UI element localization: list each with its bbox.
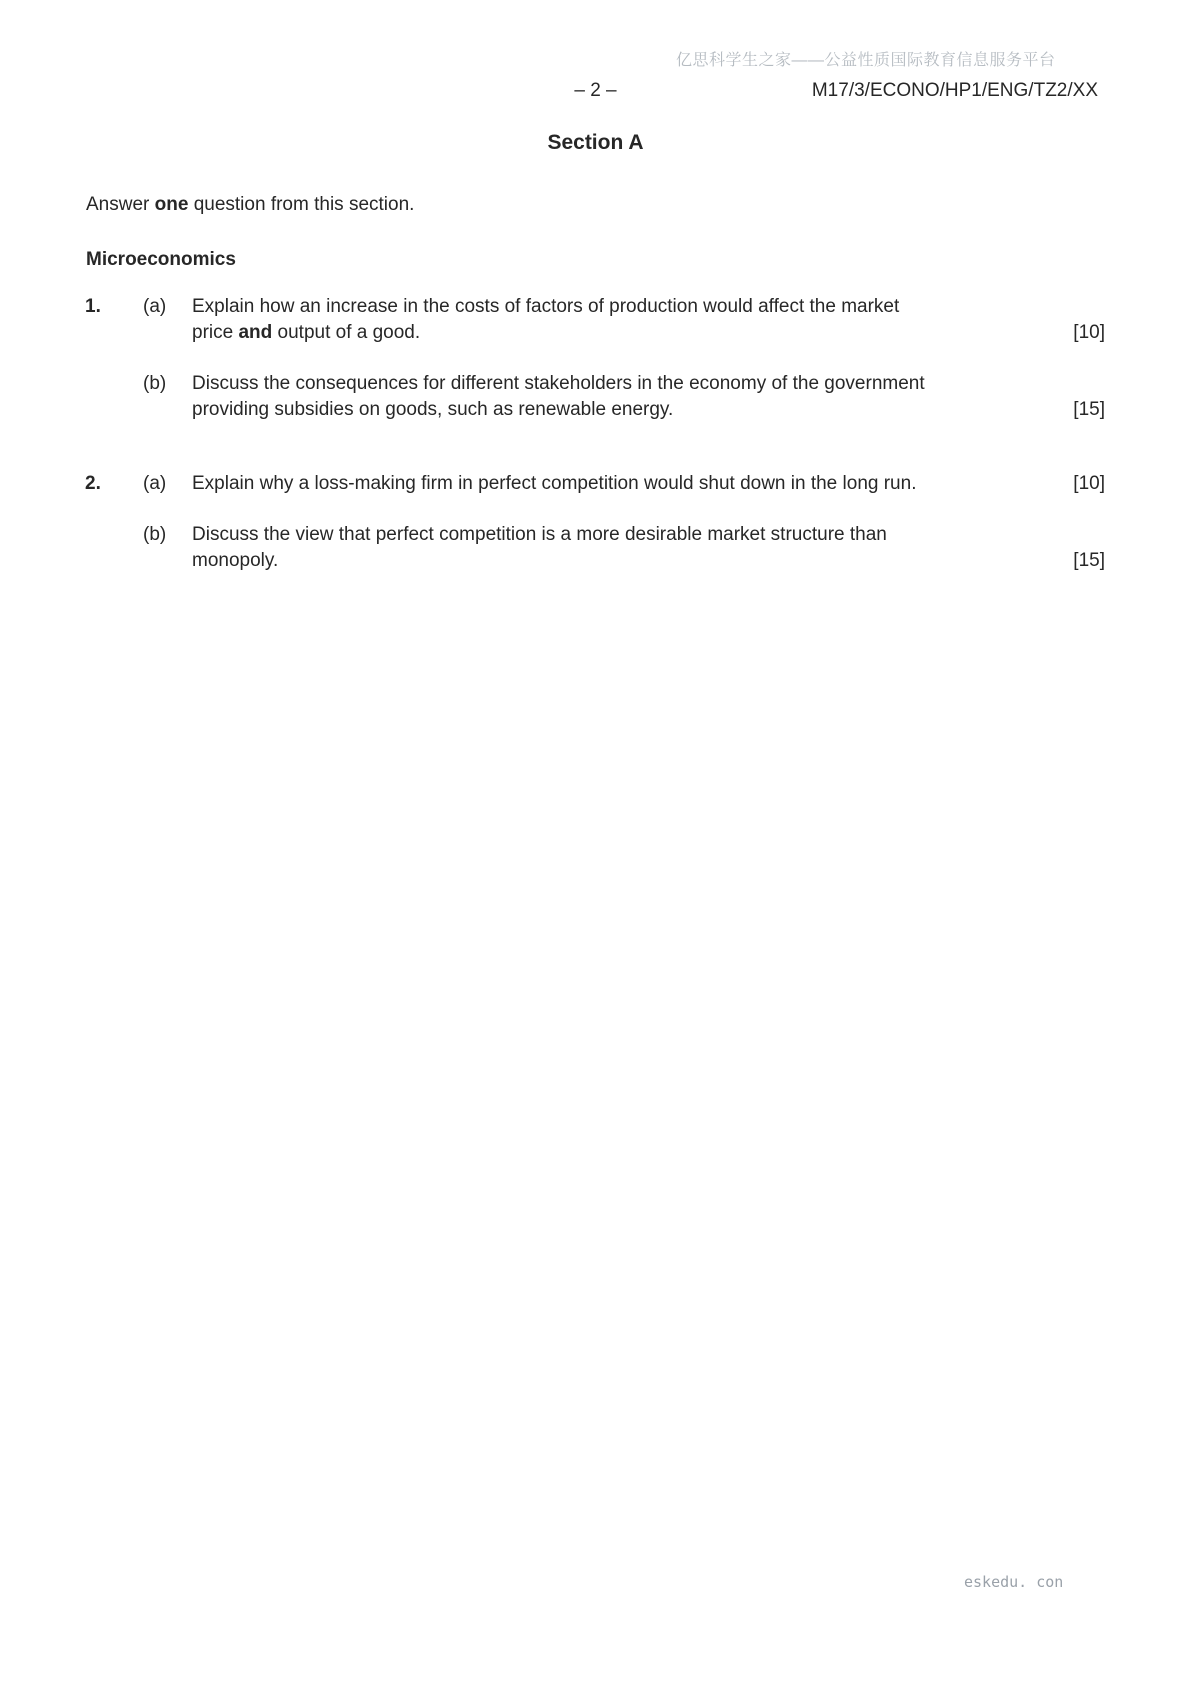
- top-watermark: 亿思科学生之家——公益性质国际教育信息服务平台: [676, 52, 1056, 69]
- question-2a-letter: (a): [143, 473, 167, 494]
- question-1a-letter: (a): [143, 296, 167, 317]
- question-2b-row: [85, 522, 1105, 574]
- topic-heading: Microeconomics: [86, 249, 236, 270]
- section-title: Section A: [547, 131, 644, 154]
- page-number: – 2 –: [574, 80, 617, 101]
- question-2b-marks: [15]: [1073, 550, 1105, 571]
- question-1a-marks: [10]: [1073, 322, 1105, 343]
- question-1b-letter: (b): [143, 373, 167, 394]
- question-1a-row: [85, 294, 1105, 346]
- question-2b-letter: (b): [143, 524, 167, 545]
- bottom-watermark: eskedu. con: [964, 1573, 1064, 1591]
- question-1-number: 1.: [85, 296, 101, 317]
- question-2a-row: [85, 471, 1105, 497]
- question-2a-marks: [10]: [1073, 473, 1105, 494]
- paper-code: M17/3/ECONO/HP1/ENG/TZ2/XX: [811, 80, 1098, 101]
- question-2b-text: Discuss the view that perfect competition is a more desirable market structure than monopoly.: [192, 524, 887, 571]
- question-1b-row: [85, 371, 1105, 423]
- question-1b-marks: [15]: [1073, 399, 1105, 420]
- question-1b-text: Discuss the consequences for different stakeholders in the economy of the government providing subsidies on goods, such as renewable energy.: [192, 373, 925, 420]
- question-2-number: 2.: [85, 473, 101, 494]
- section-instruction: Answer one question from this section.: [86, 194, 415, 215]
- question-2a-text: Explain why a loss-making firm in perfect competition would shut down in the long run.: [192, 473, 917, 494]
- question-1a-text: Explain how an increase in the costs of factors of production would affect the market price and output of a good.: [192, 296, 900, 343]
